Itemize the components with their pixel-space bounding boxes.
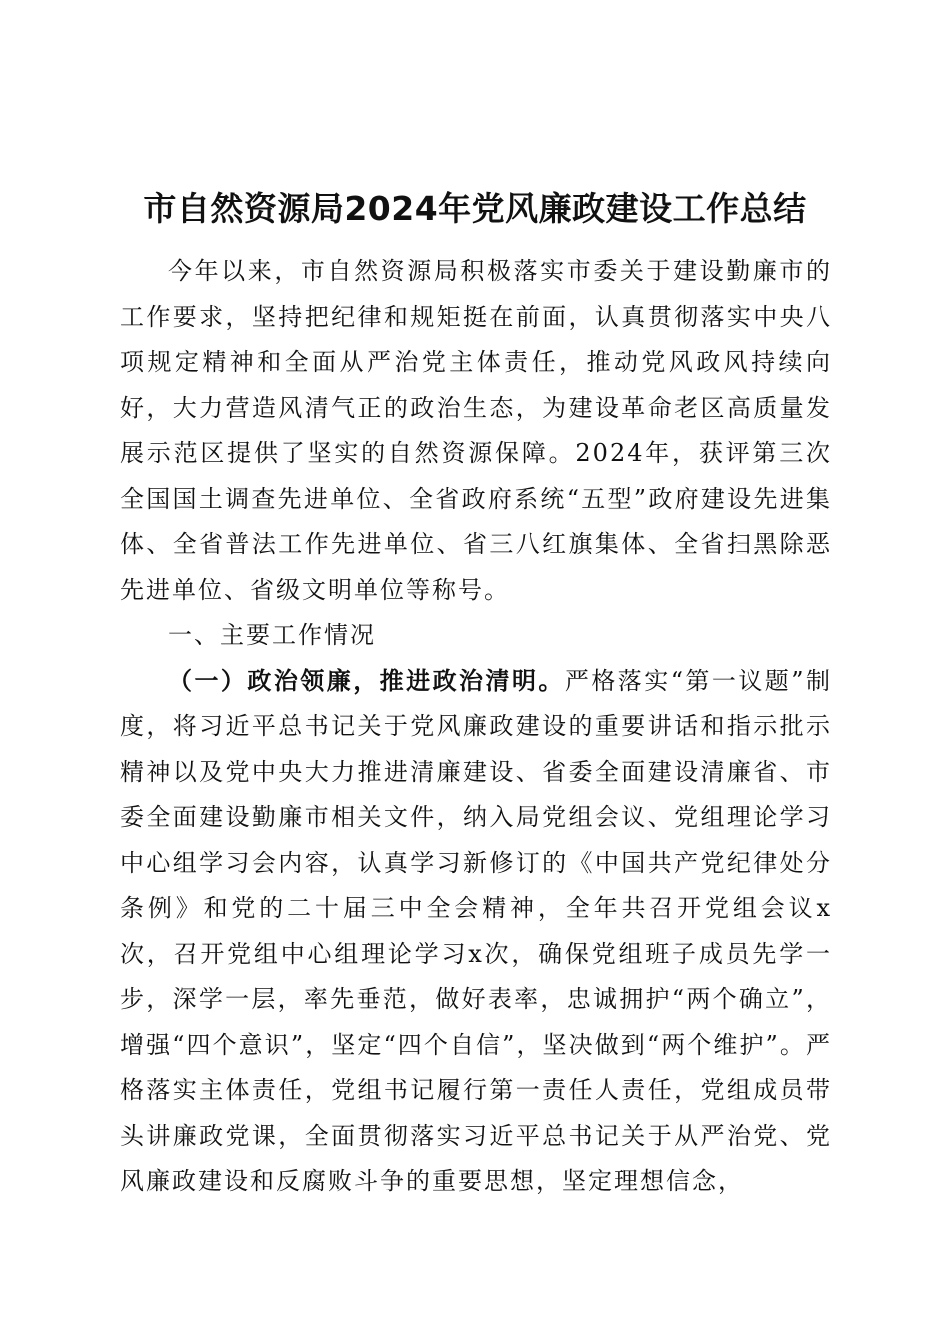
subsection-lead: （一）政治领廉，推进政治清明。 <box>168 666 565 695</box>
document-body <box>120 249 832 1205</box>
subsection-paragraph <box>120 659 832 1205</box>
section-heading: 一、主要工作情况 <box>168 621 376 649</box>
document-title: 市自然资源局2024年党风廉政建设工作总结 <box>143 189 807 228</box>
intro-paragraph: 今年以来，市自然资源局积极落实市委关于建设勤廉市的工作要求，坚持把纪律和规矩挺在前面，认真贯彻落实中央八项规定精神和全面从严治党主体责任，推动党风政风持续向好，大力营造风清气正的政治生态，为建设革命老区高质量发展示范区提供了坚实的自然资源保障。2024年，获评第三次全国国土调查先进单位、全省政府系统“五型”政府建设先进集体、全省普法工作先进单位、省三八红旗集体、全省扫黑除恶先进单位、省级文明单位等称号。 <box>120 257 832 604</box>
subsection-text: 严格落实“第一议题”制度，将习近平总书记关于党风廉政建设的重要讲话和指示批示精神以及党中央大力推进清廉建设、省委全面建设清廉省、市委全面建设勤廉市相关文件，纳入局党组会议、党组理论学习中心组学习会内容，认真学习新修订的《中国共产党纪律处分条例》和党的二十届三中全会精神，全年共召开党组会议x次，召开党组中心组理论学习x次，确保党组班子成员先学一步，深学一层，率先垂范，做好表率，忠诚拥护“两个确立”，增强“四个意识”，坚定“四个自信”，坚决做到“两个维护”。严格落实主体责任，党组书记履行第一责任人责任，党组成员带头讲廉政党课，全面贯彻落实习近平总书记关于从严治党、党风廉政建设和反腐败斗争的重要思想，坚定理想信念， <box>120 666 832 1195</box>
